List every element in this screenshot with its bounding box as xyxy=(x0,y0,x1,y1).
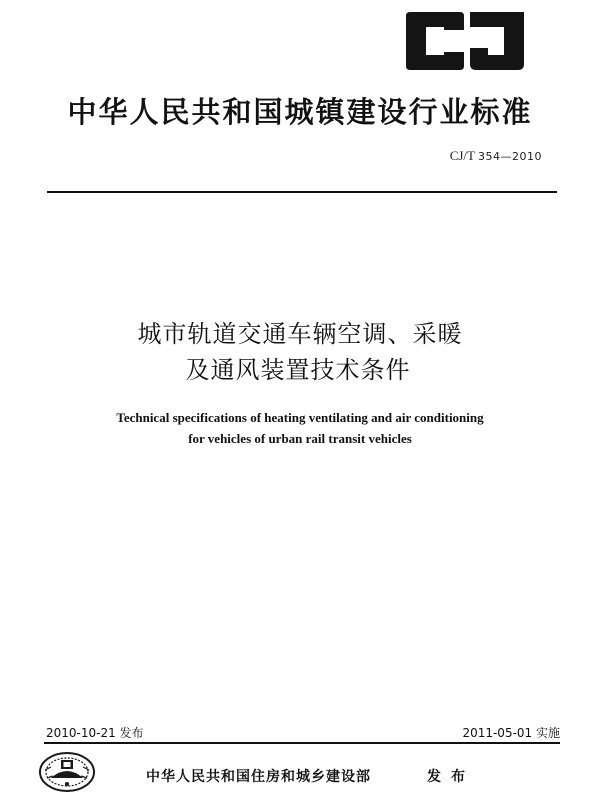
standard-code: CJ/T xyxy=(449,148,475,163)
issue-date: 2010-10-21 发布 xyxy=(46,726,144,740)
cj-logo-c xyxy=(406,12,464,70)
english-title-line2: for vehicles of urban rail transit vehicles xyxy=(188,431,412,446)
standard-number-value: 354—2010 xyxy=(478,150,542,163)
industry-title: 中华人民共和国城镇建设行业标准 xyxy=(67,95,533,129)
ministry-seal-icon xyxy=(37,748,97,792)
cj-logo xyxy=(404,12,526,70)
cj-logo-j xyxy=(470,12,524,70)
standard-number xyxy=(450,148,542,164)
english-title-line1: Technical specifications of heating ventilating and air conditioning xyxy=(116,410,484,425)
footer-divider xyxy=(44,742,560,744)
issuing-authority: 中华人民共和国住房和城乡建设部 xyxy=(146,769,371,785)
chinese-title-line2: 及通风装置技术条件 xyxy=(185,356,411,384)
header-divider xyxy=(47,191,557,193)
implementation-date: 2011-05-01 实施 xyxy=(462,726,560,740)
chinese-title-line1: 城市轨道交通车辆空调、采暖 xyxy=(137,320,463,348)
issue-label: 发布 xyxy=(427,769,475,785)
